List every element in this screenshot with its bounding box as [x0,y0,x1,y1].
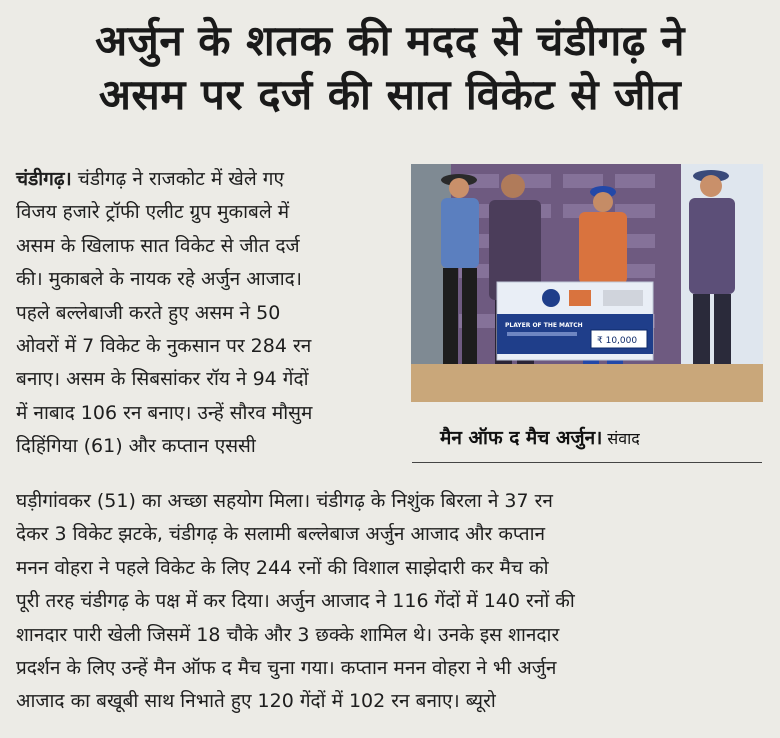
caption-text: मैन ऑफ द मैच अर्जुन। [440,427,603,449]
article-line: बनाए। असम के सिबसांकर रॉय ने 94 गेंदों [16,368,309,391]
photo-caption [440,424,640,450]
headline [0,14,780,122]
article-line: ओवरों में 7 विकेट के नुकसान पर 284 रन [16,335,312,358]
prize-cheque-board [497,282,653,360]
article-line: की। मुकाबले के नायक रहे अर्जुन आजाद। [16,268,302,291]
article-line: विजय हजारे ट्रॉफी एलीट ग्रुप मुकाबले में [16,201,290,224]
board-amount: ₹ 10,000 [597,336,638,346]
headline-line-2: असम पर दर्ज की सात विकेट से जीत [98,70,682,119]
article-line: आजाद का बखूबी साथ निभाते हुए 120 गेंदों में 102 रन बनाए। ब्यूरो [16,690,496,713]
article-line: शानदार पारी खेली जिसमें 18 चौके और 3 छक्के शामिल थे। उनके इस शानदार [16,623,560,646]
article-line: पूरी तरह चंडीगढ़ के पक्ष में कर दिया। अर्जुन आजाद ने 116 गेंदों में 140 रनों की [16,590,575,613]
article-line: देकर 3 विकेट झटके, चंडीगढ़ के सलामी बल्लेबाज अर्जुन आजाद और कप्तान [16,523,546,546]
news-photo [411,164,763,402]
board-title: PLAYER OF THE MATCH [505,322,583,329]
article-line [16,163,396,196]
ground [411,364,763,402]
article-line: प्रदर्शन के लिए उन्हें मैन ऑफ द मैच चुना गया। कप्तान मनन वोहरा ने भी अर्जुन [16,657,557,680]
article-column-narrow [16,163,396,464]
article-column-wide [16,485,766,719]
article-line: असम के खिलाफ सात विकेट से जीत दर्ज [16,234,300,257]
caption-credit: संवाद [602,429,640,448]
article-line: मनन वोहरा ने पहले विकेट के लिए 244 रनों की विशाल साझेदारी कर मैच को [16,556,549,579]
article-line: में नाबाद 106 रन बनाए। उन्हें सौरव मौसुम [16,401,313,424]
article-line: दिहिंगिया (61) और कप्तान एससी [16,435,256,458]
dateline: चंडीगढ़। [16,168,72,190]
article-line: घड़ीगांवकर (51) का अच्छा सहयोग मिला। चंडीगढ़ के निशुंक बिरला ने 37 रन [16,490,553,512]
article-line-text: चंडीगढ़ ने राजकोट में खेले गए [71,168,284,190]
award-ceremony-photo [411,164,763,402]
article-line: पहले बल्लेबाजी करते हुए असम ने 50 [16,301,281,324]
caption-divider [412,462,762,463]
headline-line-1: अर्जुन के शतक की मदद से चंडीगढ़ ने [95,16,685,65]
